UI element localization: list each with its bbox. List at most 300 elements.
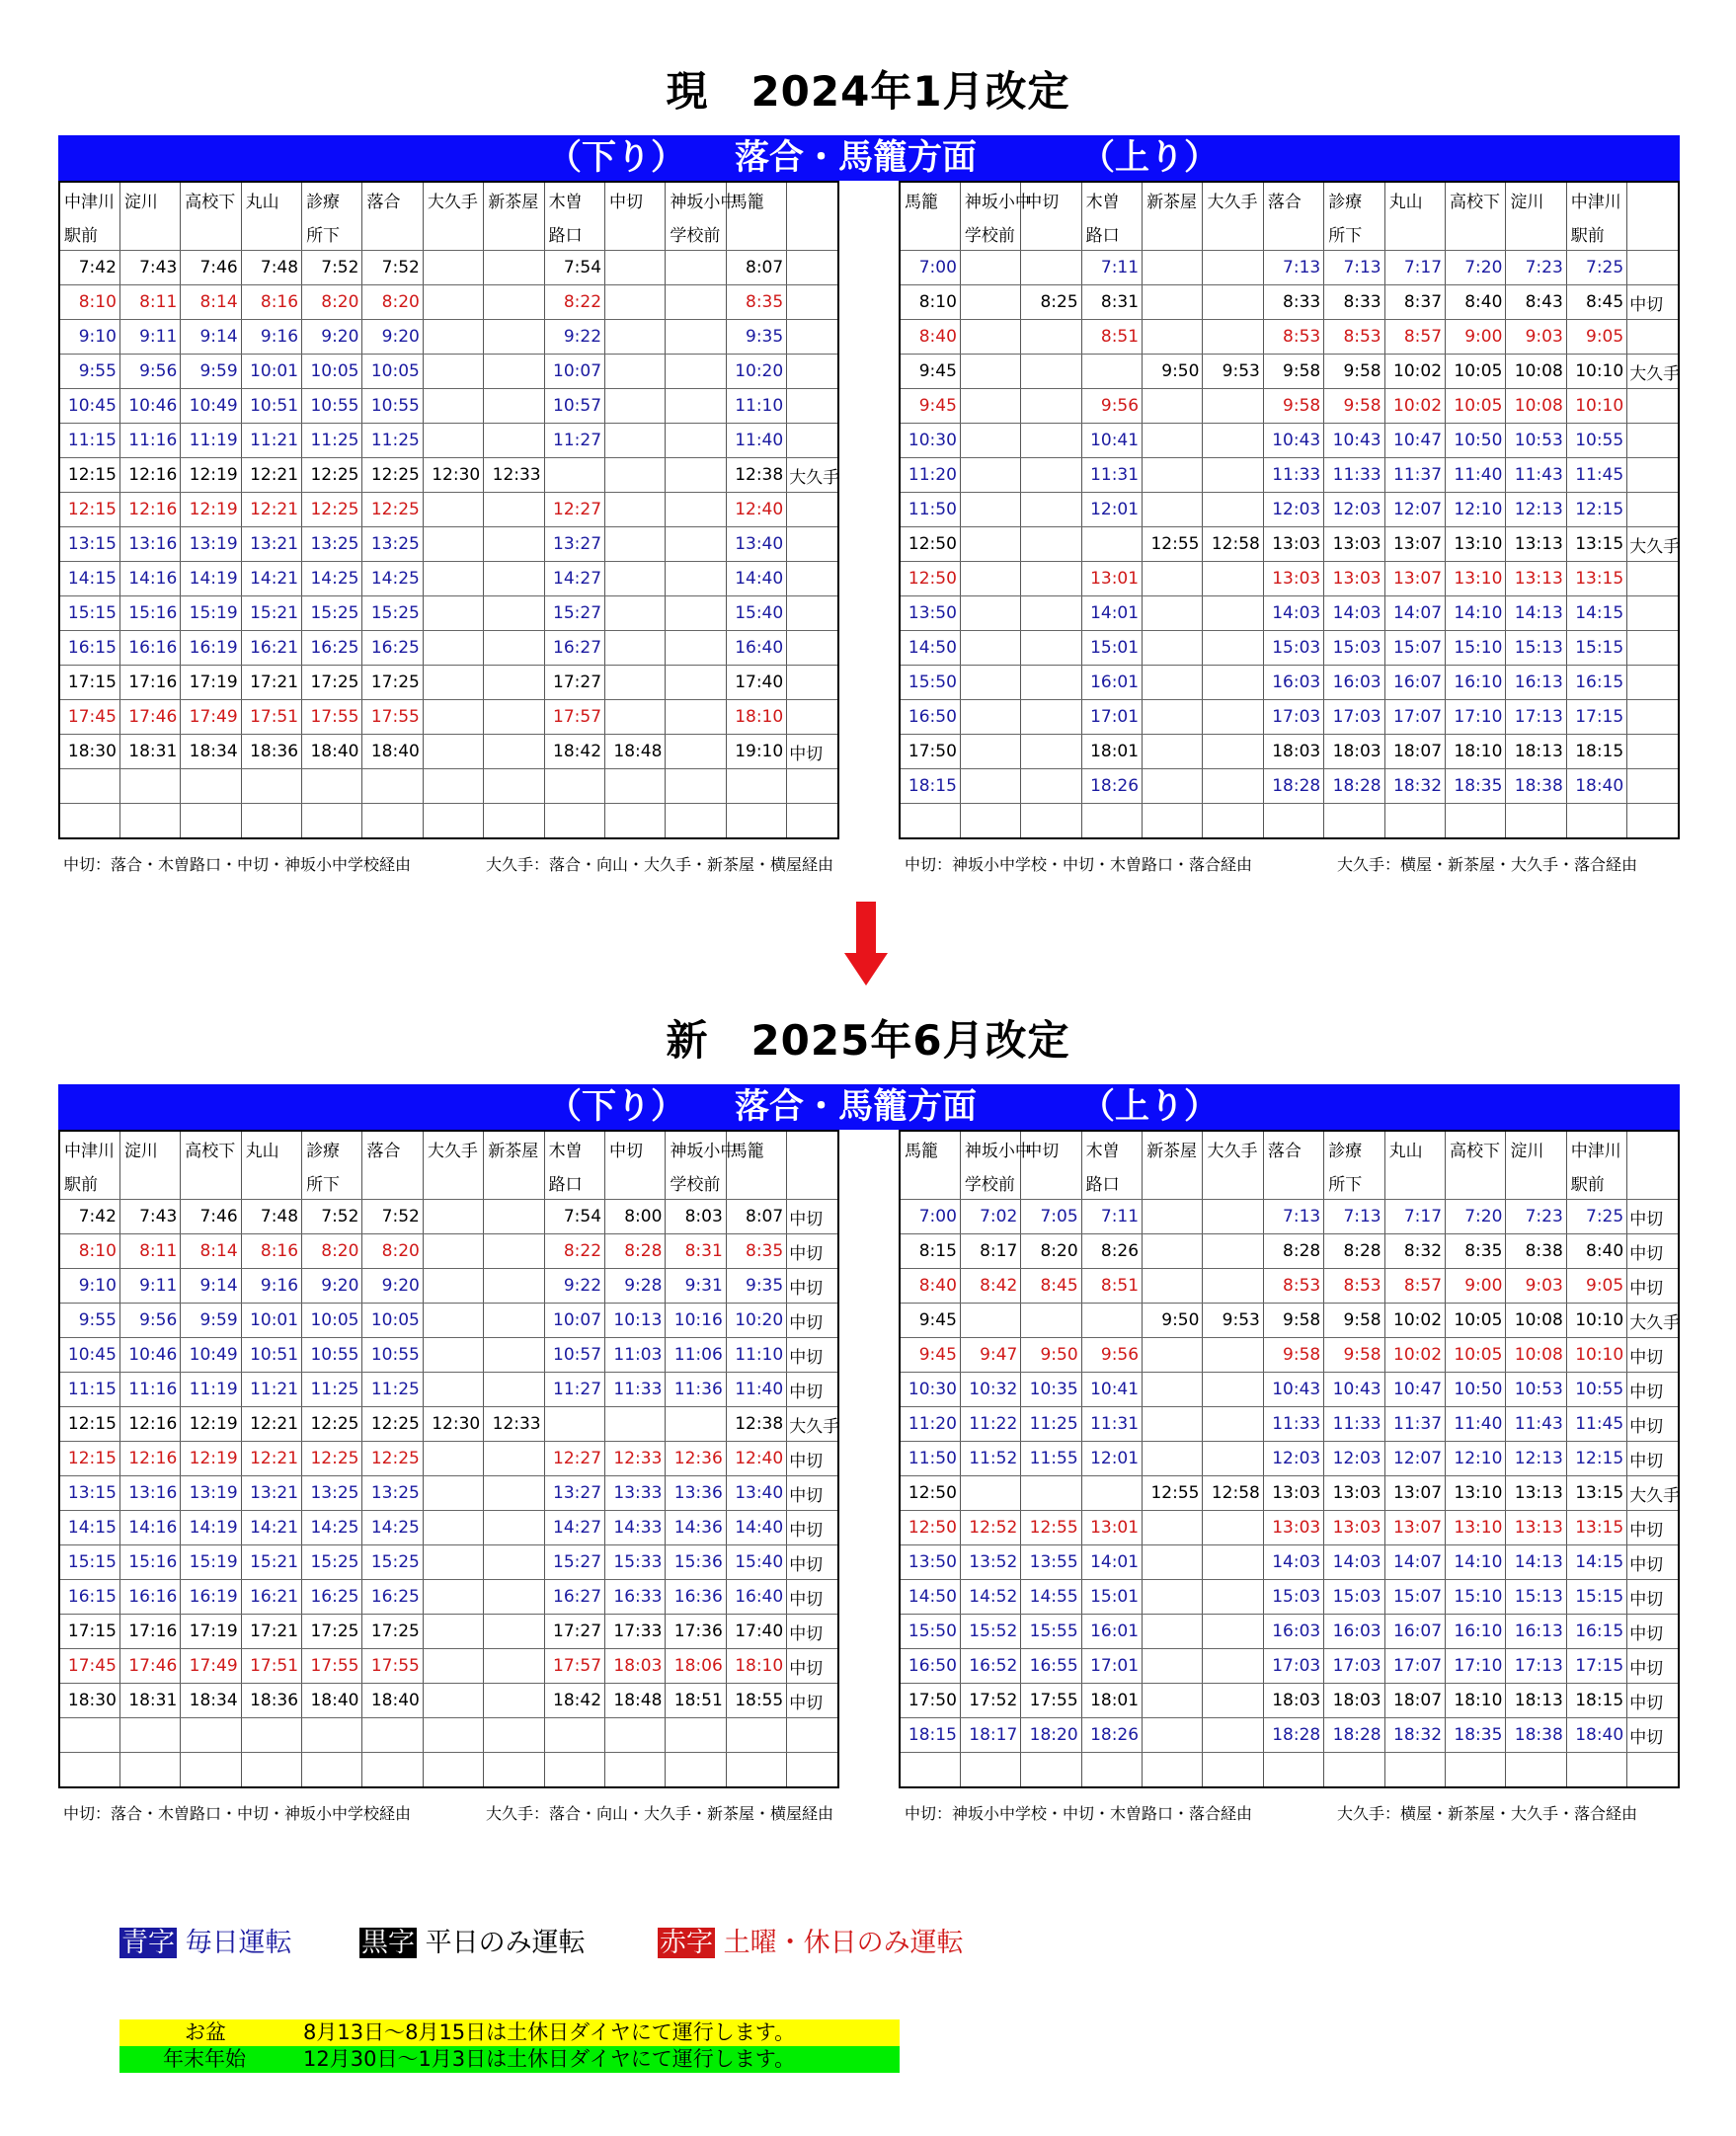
time-cell: 11:10 <box>726 389 786 424</box>
time-cell: 18:10 <box>1446 1684 1506 1718</box>
time-cell <box>119 1753 180 1788</box>
time-cell <box>1143 631 1203 666</box>
time-cell: 11:19 <box>181 424 241 458</box>
time-cell: 12:30 <box>423 458 483 493</box>
table-row <box>59 804 838 839</box>
time-cell: 15:03 <box>1263 631 1323 666</box>
time-cell <box>1203 735 1263 769</box>
time-cell: 14:03 <box>1263 596 1323 631</box>
time-cell: 7:52 <box>362 251 423 285</box>
time-cell <box>1021 562 1081 596</box>
time-cell: 16:25 <box>362 631 423 666</box>
table-row <box>900 804 1679 839</box>
time-cell: 12:58 <box>1203 527 1263 562</box>
time-cell: 9:53 <box>1203 1304 1263 1338</box>
time-cell: 9:20 <box>362 1269 423 1304</box>
time-cell: 12:15 <box>59 1442 119 1476</box>
time-cell: 13:19 <box>181 527 241 562</box>
time-cell: 18:42 <box>544 735 604 769</box>
up-label: （上り） <box>1080 1087 1220 1127</box>
time-cell: 11:52 <box>960 1442 1020 1476</box>
table-row <box>900 1545 1679 1580</box>
time-cell: 16:19 <box>181 1580 241 1615</box>
time-cell <box>605 493 666 527</box>
route-note: 大久手：落合・向山・大久手・新茶屋・横屋経由 <box>486 1804 834 1823</box>
holiday-text: 12月30日～1月3日は土休日ダイヤにて運行します。 <box>303 2047 796 2071</box>
time-cell: 17:10 <box>1446 700 1506 735</box>
column-header: 神坂小中 <box>666 1131 726 1165</box>
time-cell: 8:11 <box>119 285 180 320</box>
time-cell: 8:40 <box>900 320 960 355</box>
route-tag-cell <box>1627 458 1679 493</box>
time-cell: 13:13 <box>1506 527 1566 562</box>
time-cell: 7:42 <box>59 251 119 285</box>
time-cell: 15:16 <box>119 1545 180 1580</box>
time-cell <box>1263 1753 1323 1788</box>
time-cell: 9:59 <box>181 355 241 389</box>
time-cell <box>241 1753 301 1788</box>
time-cell: 9:45 <box>900 389 960 424</box>
time-cell <box>726 769 786 804</box>
time-cell: 12:38 <box>726 458 786 493</box>
time-cell <box>423 1511 483 1545</box>
holiday-name: お盆 <box>185 2020 226 2044</box>
time-cell <box>484 1684 544 1718</box>
time-cell: 10:43 <box>1324 424 1384 458</box>
route-tag-cell <box>787 424 838 458</box>
time-cell: 8:33 <box>1263 285 1323 320</box>
time-cell <box>362 1753 423 1788</box>
time-cell <box>544 458 604 493</box>
time-cell: 10:02 <box>1384 1304 1445 1338</box>
time-cell <box>484 1649 544 1684</box>
time-cell <box>1324 1753 1384 1788</box>
time-cell <box>423 596 483 631</box>
time-cell: 10:57 <box>544 1338 604 1373</box>
time-cell <box>423 1442 483 1476</box>
column-header: 馬籠 <box>900 1131 960 1165</box>
time-cell: 15:50 <box>900 1615 960 1649</box>
time-cell: 7:05 <box>1021 1200 1081 1234</box>
time-cell <box>666 666 726 700</box>
time-cell <box>1263 804 1323 839</box>
time-cell: 13:13 <box>1506 562 1566 596</box>
time-cell: 8:07 <box>726 1200 786 1234</box>
time-cell: 16:21 <box>241 1580 301 1615</box>
time-cell <box>423 562 483 596</box>
time-cell <box>1143 1200 1203 1234</box>
time-cell: 17:45 <box>59 700 119 735</box>
column-header <box>181 216 241 251</box>
route-tag-cell <box>787 1753 838 1788</box>
time-cell: 16:27 <box>544 631 604 666</box>
time-cell: 11:33 <box>1263 1407 1323 1442</box>
column-header: 所下 <box>1324 1165 1384 1200</box>
time-cell: 7:52 <box>362 1200 423 1234</box>
time-cell: 7:54 <box>544 1200 604 1234</box>
table-row <box>59 700 838 735</box>
route-note: 大久手：落合・向山・大久手・新茶屋・横屋経由 <box>486 855 834 874</box>
time-cell <box>423 1753 483 1788</box>
time-cell <box>484 320 544 355</box>
time-cell <box>1143 1545 1203 1580</box>
route-tag-cell <box>787 562 838 596</box>
time-cell: 9:10 <box>59 1269 119 1304</box>
time-cell <box>423 1649 483 1684</box>
time-cell <box>423 1304 483 1338</box>
time-cell: 10:07 <box>544 355 604 389</box>
route-tag-cell: 中切 <box>1627 1718 1679 1753</box>
column-header <box>1627 216 1679 251</box>
time-cell <box>484 1580 544 1615</box>
time-cell: 13:50 <box>900 1545 960 1580</box>
time-cell: 13:25 <box>302 1476 362 1511</box>
time-cell <box>1143 700 1203 735</box>
time-cell: 11:50 <box>900 493 960 527</box>
legend-red-text: 土曜・休日のみ運転 <box>723 1928 964 1958</box>
time-cell <box>423 1615 483 1649</box>
time-cell <box>605 596 666 631</box>
time-cell: 9:28 <box>605 1269 666 1304</box>
time-cell: 13:15 <box>1566 1511 1626 1545</box>
time-cell <box>960 1304 1020 1338</box>
route-tag-cell <box>787 493 838 527</box>
column-header <box>1506 216 1566 251</box>
time-cell: 10:01 <box>241 1304 301 1338</box>
column-header <box>1143 1165 1203 1200</box>
time-cell: 12:21 <box>241 1442 301 1476</box>
table-row <box>59 1407 838 1442</box>
table-row <box>900 424 1679 458</box>
time-cell: 10:50 <box>1446 424 1506 458</box>
time-cell: 11:45 <box>1566 1407 1626 1442</box>
time-cell: 12:25 <box>302 1407 362 1442</box>
column-header: 中津川 <box>59 1131 119 1165</box>
time-cell: 7:17 <box>1384 251 1445 285</box>
time-cell: 17:15 <box>59 1615 119 1649</box>
time-cell <box>666 631 726 666</box>
time-cell: 18:32 <box>1384 1718 1445 1753</box>
time-cell: 18:55 <box>726 1684 786 1718</box>
time-cell: 10:55 <box>362 389 423 424</box>
time-cell: 14:21 <box>241 562 301 596</box>
time-cell <box>605 458 666 493</box>
time-cell: 7:43 <box>119 251 180 285</box>
time-cell: 12:10 <box>1446 493 1506 527</box>
time-cell: 10:35 <box>1021 1373 1081 1407</box>
time-cell <box>605 527 666 562</box>
time-cell <box>1143 285 1203 320</box>
time-cell <box>484 1234 544 1269</box>
route-tag-cell: 中切 <box>787 1200 838 1234</box>
time-cell: 10:41 <box>1081 424 1142 458</box>
time-cell <box>423 1338 483 1373</box>
time-cell: 9:00 <box>1446 320 1506 355</box>
time-cell: 13:27 <box>544 527 604 562</box>
time-cell <box>484 1545 544 1580</box>
time-cell <box>484 527 544 562</box>
time-cell <box>1143 1718 1203 1753</box>
column-header <box>1203 216 1263 251</box>
time-cell: 8:16 <box>241 1234 301 1269</box>
time-cell <box>1021 666 1081 700</box>
column-header: 中切 <box>605 182 666 216</box>
time-cell <box>960 251 1020 285</box>
time-cell <box>1566 1753 1626 1788</box>
time-cell <box>1143 1615 1203 1649</box>
time-cell: 16:19 <box>181 631 241 666</box>
time-cell: 10:50 <box>1446 1373 1506 1407</box>
time-cell <box>1143 424 1203 458</box>
table-row <box>900 1338 1679 1373</box>
time-cell <box>1081 355 1142 389</box>
table-row <box>59 596 838 631</box>
time-cell: 10:20 <box>726 1304 786 1338</box>
time-cell <box>423 285 483 320</box>
time-cell <box>423 1580 483 1615</box>
time-cell <box>605 1753 666 1788</box>
time-cell <box>666 804 726 839</box>
time-cell <box>1203 1200 1263 1234</box>
time-cell: 12:25 <box>362 1407 423 1442</box>
column-header: 木曽 <box>544 1131 604 1165</box>
time-cell: 18:28 <box>1324 769 1384 804</box>
route-note: 中切：落合・木曽路口・中切・神坂小中学校経由 <box>63 1804 412 1823</box>
column-header: 丸山 <box>1384 1131 1445 1165</box>
time-cell: 13:01 <box>1081 1511 1142 1545</box>
route-note: 中切：落合・木曽路口・中切・神坂小中学校経由 <box>63 855 412 874</box>
time-cell: 10:57 <box>544 389 604 424</box>
time-cell: 18:34 <box>181 735 241 769</box>
time-cell: 10:32 <box>960 1373 1020 1407</box>
header-row <box>59 182 838 216</box>
time-cell <box>423 1373 483 1407</box>
column-header <box>1384 216 1445 251</box>
time-cell: 8:20 <box>362 285 423 320</box>
time-cell: 18:15 <box>900 769 960 804</box>
time-cell: 10:45 <box>59 389 119 424</box>
column-header: 診療 <box>302 1131 362 1165</box>
table-row <box>59 631 838 666</box>
route-tag-cell <box>787 804 838 839</box>
time-cell: 14:16 <box>119 562 180 596</box>
time-cell <box>241 804 301 839</box>
time-cell: 8:38 <box>1506 1234 1566 1269</box>
column-header <box>787 182 838 216</box>
time-cell <box>666 389 726 424</box>
time-cell <box>1203 1615 1263 1649</box>
table-row <box>900 389 1679 424</box>
time-cell: 12:55 <box>1143 1476 1203 1511</box>
time-cell: 17:16 <box>119 666 180 700</box>
time-cell: 16:03 <box>1324 1615 1384 1649</box>
time-cell: 17:49 <box>181 700 241 735</box>
column-header <box>362 216 423 251</box>
time-cell: 9:58 <box>1263 389 1323 424</box>
time-cell: 14:10 <box>1446 1545 1506 1580</box>
time-cell: 11:31 <box>1081 458 1142 493</box>
time-cell: 15:19 <box>181 1545 241 1580</box>
time-cell <box>1203 1718 1263 1753</box>
time-cell: 10:08 <box>1506 1338 1566 1373</box>
time-cell: 10:10 <box>1566 389 1626 424</box>
column-header: 落合 <box>362 1131 423 1165</box>
time-cell: 13:13 <box>1506 1511 1566 1545</box>
time-cell: 13:03 <box>1263 527 1323 562</box>
time-cell <box>484 285 544 320</box>
route-tag-cell <box>1627 1753 1679 1788</box>
time-cell: 12:40 <box>726 493 786 527</box>
time-cell: 17:55 <box>302 1649 362 1684</box>
time-cell: 10:05 <box>362 355 423 389</box>
time-cell <box>484 1269 544 1304</box>
table-row <box>900 458 1679 493</box>
route-tag-cell <box>1627 666 1679 700</box>
time-cell <box>726 1718 786 1753</box>
time-cell: 14:07 <box>1384 1545 1445 1580</box>
time-cell <box>59 1753 119 1788</box>
time-cell: 17:16 <box>119 1615 180 1649</box>
time-cell: 15:01 <box>1081 1580 1142 1615</box>
time-cell: 15:21 <box>241 596 301 631</box>
time-cell: 14:25 <box>302 1511 362 1545</box>
route-note: 大久手：横屋・新茶屋・大久手・落合経由 <box>1337 855 1638 874</box>
route-tag-cell: 中切 <box>1627 1338 1679 1373</box>
time-cell: 9:56 <box>1081 389 1142 424</box>
table-row <box>59 1718 838 1753</box>
table-row <box>900 631 1679 666</box>
time-cell: 13:40 <box>726 527 786 562</box>
time-cell <box>241 1718 301 1753</box>
time-cell: 18:17 <box>960 1718 1020 1753</box>
time-cell: 8:35 <box>726 285 786 320</box>
column-header: 新茶屋 <box>484 1131 544 1165</box>
time-cell: 10:13 <box>605 1304 666 1338</box>
table-row <box>900 666 1679 700</box>
table-row <box>59 666 838 700</box>
time-cell: 11:27 <box>544 1373 604 1407</box>
time-cell: 18:30 <box>59 1684 119 1718</box>
route-tag-cell <box>787 1718 838 1753</box>
time-cell <box>1143 493 1203 527</box>
time-cell <box>362 1718 423 1753</box>
time-cell: 8:10 <box>59 285 119 320</box>
time-cell <box>1203 631 1263 666</box>
time-cell: 18:40 <box>302 735 362 769</box>
column-header: 馬籠 <box>900 182 960 216</box>
time-cell: 16:50 <box>900 1649 960 1684</box>
time-cell: 17:40 <box>726 1615 786 1649</box>
column-header: 路口 <box>544 216 604 251</box>
time-cell: 18:03 <box>1263 735 1323 769</box>
time-cell: 18:40 <box>362 735 423 769</box>
timetable-down <box>58 181 839 839</box>
column-header: 駅前 <box>1566 1165 1626 1200</box>
route-tag-cell <box>787 285 838 320</box>
time-cell: 14:27 <box>544 562 604 596</box>
route-tag-cell: 中切 <box>787 1442 838 1476</box>
time-cell: 9:58 <box>1324 1304 1384 1338</box>
table-row <box>59 1684 838 1718</box>
time-cell: 13:21 <box>241 1476 301 1511</box>
time-cell: 8:31 <box>666 1234 726 1269</box>
time-cell: 8:20 <box>302 285 362 320</box>
time-cell: 14:33 <box>605 1511 666 1545</box>
route-tag-cell <box>1627 424 1679 458</box>
column-header <box>181 1165 241 1200</box>
time-cell: 19:10 <box>726 735 786 769</box>
time-cell <box>666 1718 726 1753</box>
time-cell: 7:46 <box>181 251 241 285</box>
time-cell: 9:53 <box>1203 355 1263 389</box>
time-cell <box>605 389 666 424</box>
time-cell: 13:03 <box>1263 1476 1323 1511</box>
time-cell: 18:15 <box>1566 735 1626 769</box>
time-cell: 9:58 <box>1324 355 1384 389</box>
column-header: 大久手 <box>1203 1131 1263 1165</box>
time-cell: 12:36 <box>666 1442 726 1476</box>
time-cell: 12:03 <box>1324 1442 1384 1476</box>
time-cell: 9:05 <box>1566 1269 1626 1304</box>
time-cell <box>666 1753 726 1788</box>
column-header <box>484 1165 544 1200</box>
time-cell: 11:15 <box>59 1373 119 1407</box>
time-cell: 16:25 <box>302 631 362 666</box>
route-tag-cell <box>787 527 838 562</box>
route-tag-cell: 中切 <box>787 1338 838 1373</box>
time-cell: 11:15 <box>59 424 119 458</box>
time-cell: 16:55 <box>1021 1649 1081 1684</box>
time-cell: 14:15 <box>59 1511 119 1545</box>
time-cell: 9:16 <box>241 1269 301 1304</box>
time-cell: 12:15 <box>59 493 119 527</box>
time-cell: 16:03 <box>1324 666 1384 700</box>
time-cell <box>302 1718 362 1753</box>
time-cell: 10:30 <box>900 424 960 458</box>
time-cell: 17:15 <box>59 666 119 700</box>
table-row <box>59 1304 838 1338</box>
time-cell: 17:03 <box>1324 1649 1384 1684</box>
section-title: 新 2025年6月改定 <box>666 1016 1070 1065</box>
time-cell: 12:40 <box>726 1442 786 1476</box>
column-header: 丸山 <box>1384 182 1445 216</box>
time-cell <box>1143 735 1203 769</box>
time-cell: 10:05 <box>302 1304 362 1338</box>
time-cell: 17:57 <box>544 700 604 735</box>
section-title: 現 2024年1月改定 <box>666 67 1070 116</box>
time-cell: 17:19 <box>181 666 241 700</box>
time-cell: 13:03 <box>1324 1476 1384 1511</box>
time-cell: 13:03 <box>1324 562 1384 596</box>
time-cell: 8:00 <box>605 1200 666 1234</box>
route-tag-cell: 中切 <box>787 1545 838 1580</box>
table-row <box>900 1615 1679 1649</box>
time-cell <box>423 1545 483 1580</box>
time-cell: 12:21 <box>241 458 301 493</box>
route-tag-cell: 中切 <box>787 1269 838 1304</box>
time-cell: 13:15 <box>1566 562 1626 596</box>
time-cell <box>1203 1407 1263 1442</box>
time-cell: 18:40 <box>302 1684 362 1718</box>
time-cell <box>960 389 1020 424</box>
time-cell: 11:45 <box>1566 458 1626 493</box>
direction-bar <box>58 135 1680 181</box>
table-row <box>59 424 838 458</box>
time-cell: 9:58 <box>1263 355 1323 389</box>
time-cell: 14:13 <box>1506 1545 1566 1580</box>
time-cell: 11:20 <box>900 458 960 493</box>
time-cell: 8:40 <box>1446 285 1506 320</box>
